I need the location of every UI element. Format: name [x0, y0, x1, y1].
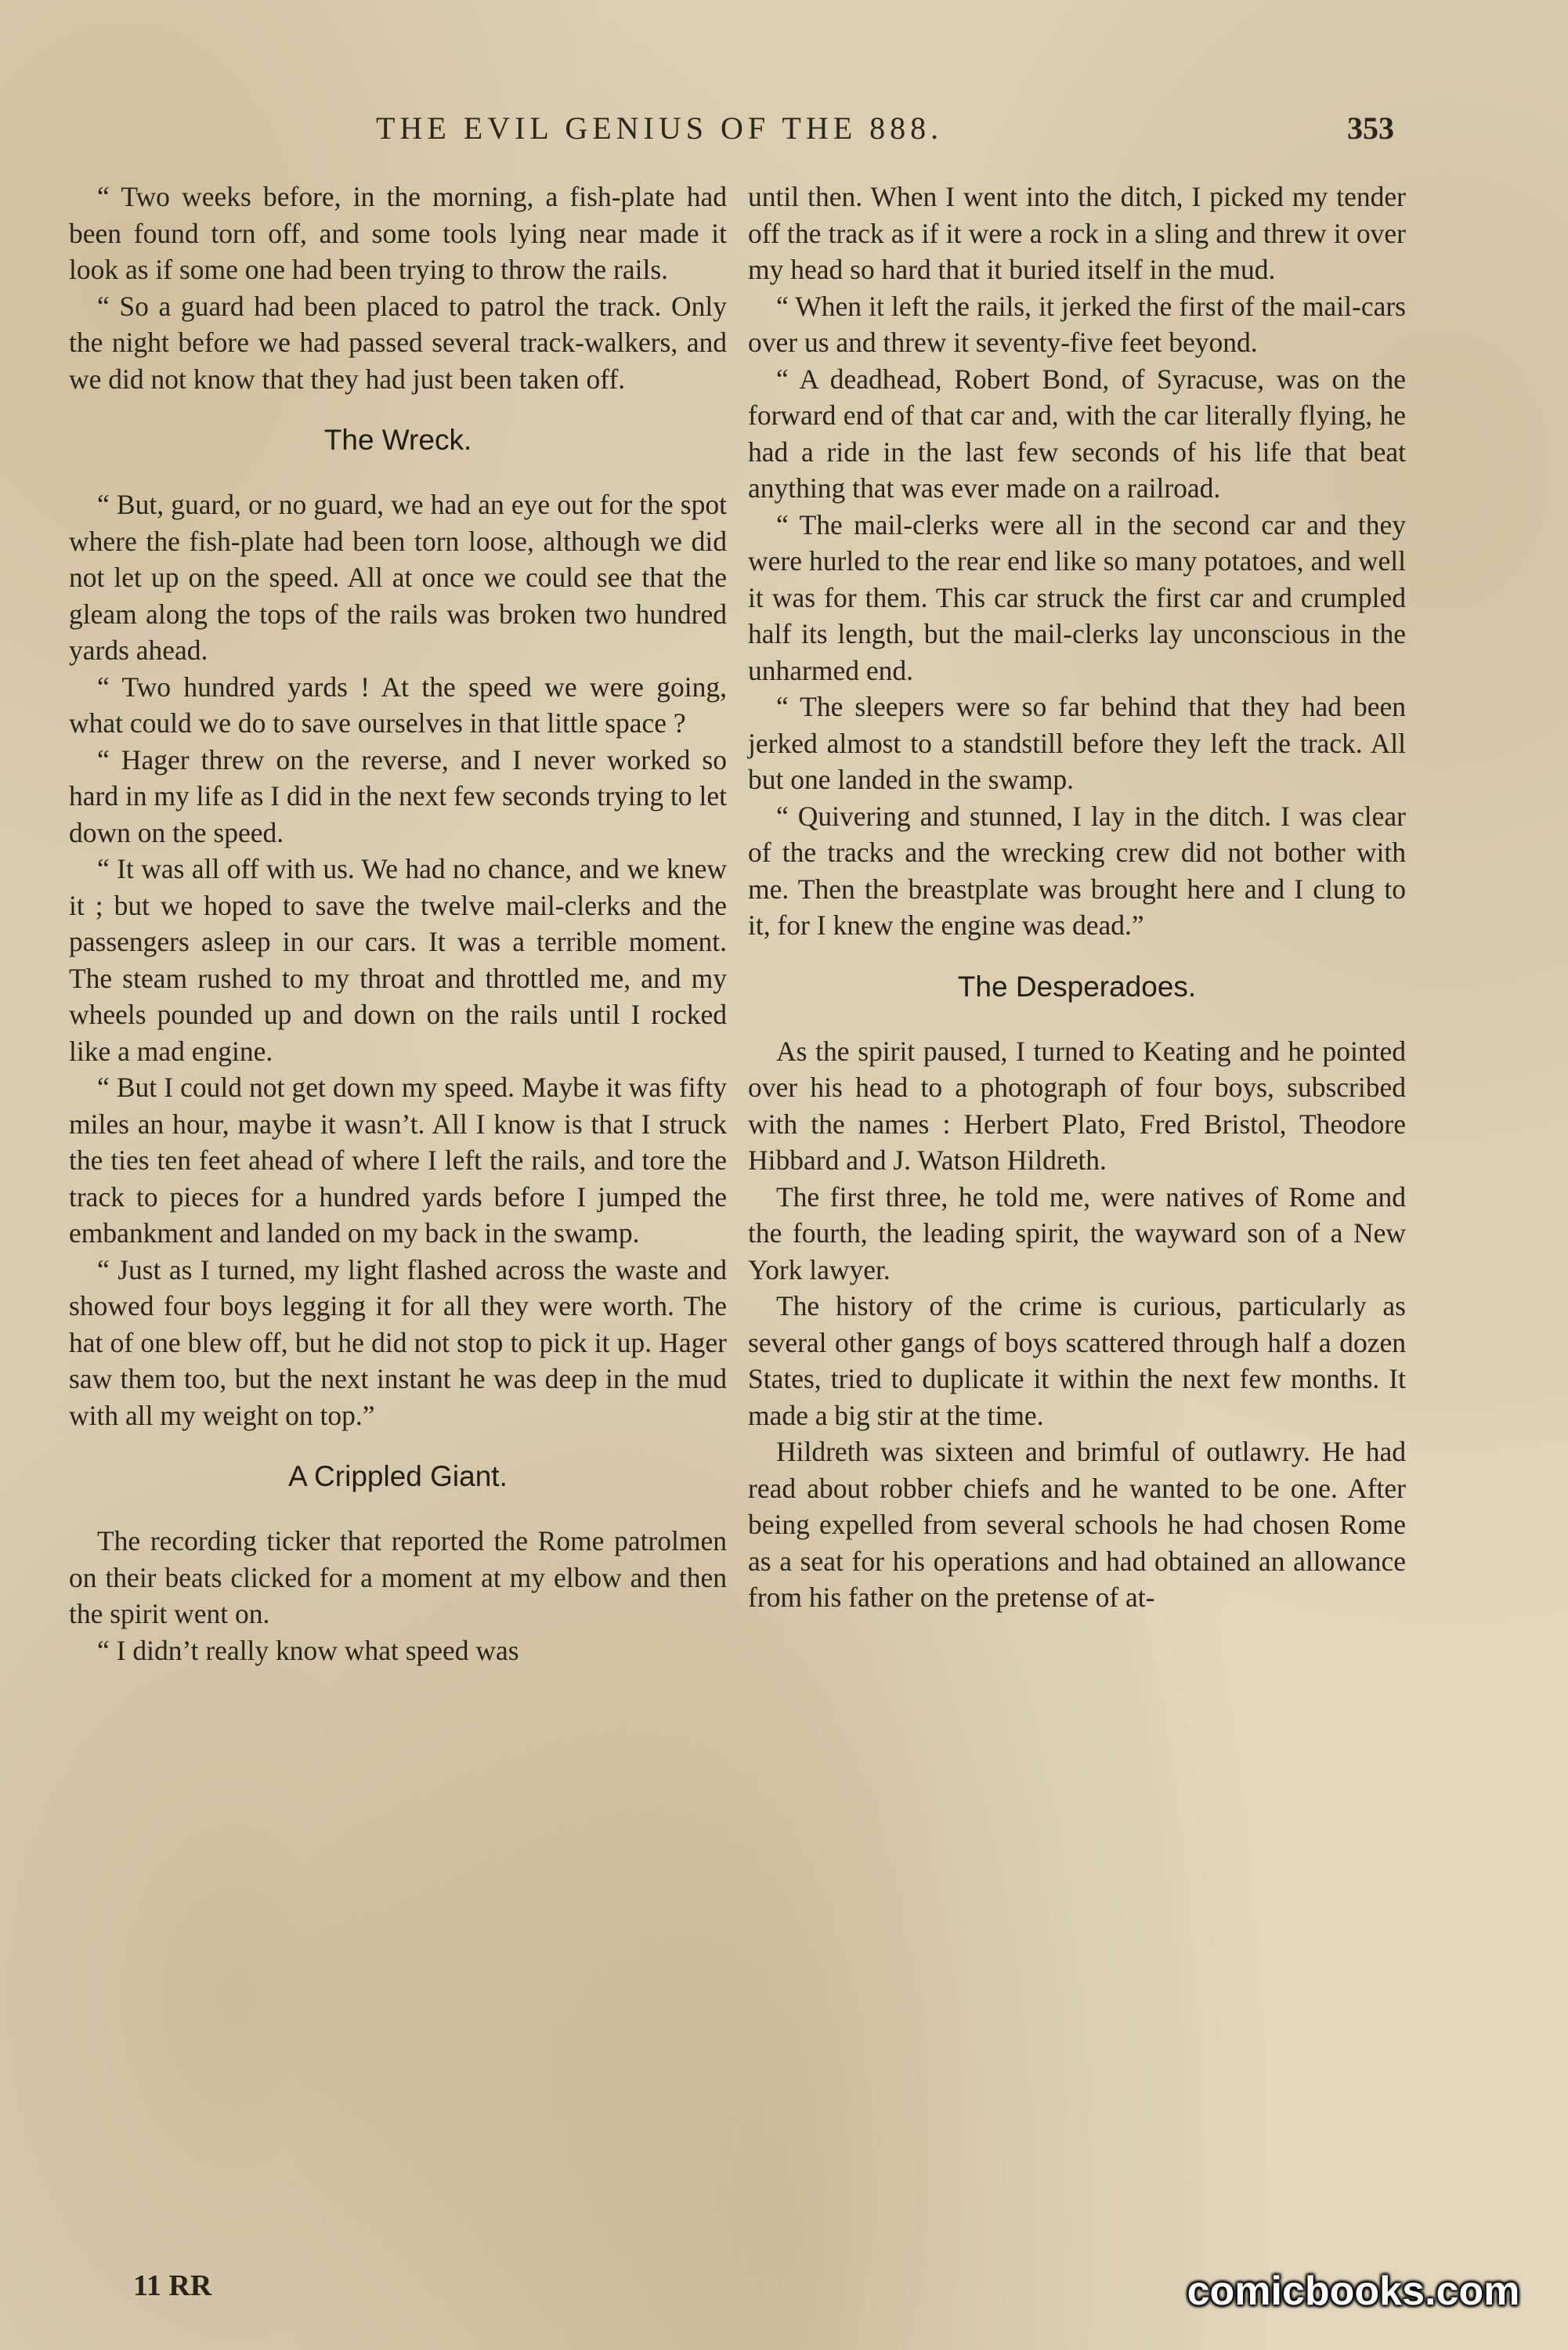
paragraph: “ Two hundred yards ! At the speed we were going, what could we do to save ourselves in that little space ?	[69, 671, 727, 739]
paragraph: “ It was all off with us. We had no chance, and we knew it ; but we hoped to save the twelve mail-clerks and the passengers asleep in our cars. It was a terrible moment. The steam rushed to my throat and throttled me, and my wheels pounded up and down on the rails until I rocked like a mad engine.	[69, 853, 727, 1067]
paragraph: Hildreth was sixteen and brimful of outlawry. He had read about robber chiefs and he wanted to be one. After being expelled from several schools he had chosen Rome as a seat for his operations and had obtained an allowance from his father on the pretense of at-	[748, 1436, 1406, 1613]
right-column	[748, 179, 1406, 1616]
paragraph: “ The sleepers were so far behind that they had been jerked almost to a standstill before they left the track. All but one landed in the swamp.	[748, 691, 1406, 795]
paragraph: “ I didn’t really know what speed was	[97, 1634, 519, 1666]
paragraph: “ But, guard, or no guard, we had an eye out for the spot where the fish-plate had been torn loose, although we did not let up on the speed. All at once we could see that the gleam along the tops of the rails was broken two hundred yards ahead.	[69, 489, 727, 666]
page-number: 353	[1347, 110, 1394, 146]
left-column	[69, 179, 727, 1668]
paragraph: “ A deadhead, Robert Bond, of Syracuse, was on the forward end of that car and, with the car literally flying, he had a ride in the last few seconds of his life that beat anything that was ever made on a railroad.	[748, 363, 1406, 504]
paragraph: “ The mail-clerks were all in the second car and they were hurled to the rear end like so many potatoes, and well it was for them. This car struck the first car and crumpled half its length, but the mail-clerks lay unconscious in the unharmed end.	[748, 508, 1406, 686]
paragraph: “ Quivering and stunned, I lay in the ditch. I was clear of the tracks and the wrecking crew did not bother with me. Then the breastplate was brought here and I clung to it, for I knew the engine was dead.”	[748, 800, 1406, 941]
paragraph: “ Hager threw on the reverse, and I never worked so hard in my life as I did in the next few seconds trying to let down on the speed.	[69, 743, 727, 848]
paragraph: “ But I could not get down my speed. Maybe it was fifty miles an hour, maybe it wasn’t. All I know is that I struck the ties ten feet ahead of where I left the rails, and tore the track to pieces for a hundred yards before I jumped the embankment and landed on my back in the swamp.	[69, 1072, 727, 1249]
paragraph: The history of the crime is curious, particularly as several other gangs of boys scattered through half a dozen States, tried to duplicate it within the next few months. It made a big stir at the time.	[748, 1290, 1406, 1431]
printer-signature-mark: 11 RR	[133, 2269, 212, 2302]
paragraph: “ Just as I turned, my light flashed across the waste and showed four boys legging it for all they were worth. The hat of one blew off, but he did not stop to pick it up. Hager saw them too, but the next instant he was deep in the mud with all my weight on top.”	[69, 1253, 727, 1431]
paragraph: “ So a guard had been placed to patrol the track. Only the night before we had passed several track-walkers, and we did not know that they had just been taken off.	[69, 290, 727, 395]
paragraph: The recording ticker that reported the Rome patrolmen on their beats clicked for a moment at my elbow and then the spirit went on.	[69, 1525, 727, 1629]
paragraph: The first three, he told me, were natives of Rome and the fourth, the leading spirit, the wayward son of a New York lawyer.	[748, 1180, 1406, 1285]
paragraph: As the spirit paused, I turned to Keating and he pointed over his head to a photograph of four boys, subscribed with the names : Herbert Plato, Fred Bristol, Theodore Hibbard and J. Watson Hildreth.	[748, 1035, 1406, 1176]
section-heading-wreck: The Wreck.	[323, 424, 472, 456]
running-head	[0, 110, 1568, 157]
site-watermark: comicbooks.com	[1187, 2269, 1520, 2314]
paragraph: “ Two weeks before, in the morning, a fish-plate had been found torn off, and some tools lying near made it look as if some one had been trying to throw the rails.	[69, 181, 727, 285]
running-title: THE EVIL GENIUS OF THE 888.	[376, 110, 944, 146]
paragraph: “ When it left the rails, it jerked the first of the mail-cars over us and threw it seventy-five feet beyond.	[748, 290, 1406, 358]
paragraph: until then. When I went into the ditch, I picked my tender off the track as if it were a rock in a sling and threw it over my head so hard that it buried itself in the mud.	[748, 181, 1406, 285]
section-heading-crippled-giant: A Crippled Giant.	[288, 1460, 508, 1492]
section-heading-desperadoes: The Desperadoes.	[957, 970, 1197, 1003]
